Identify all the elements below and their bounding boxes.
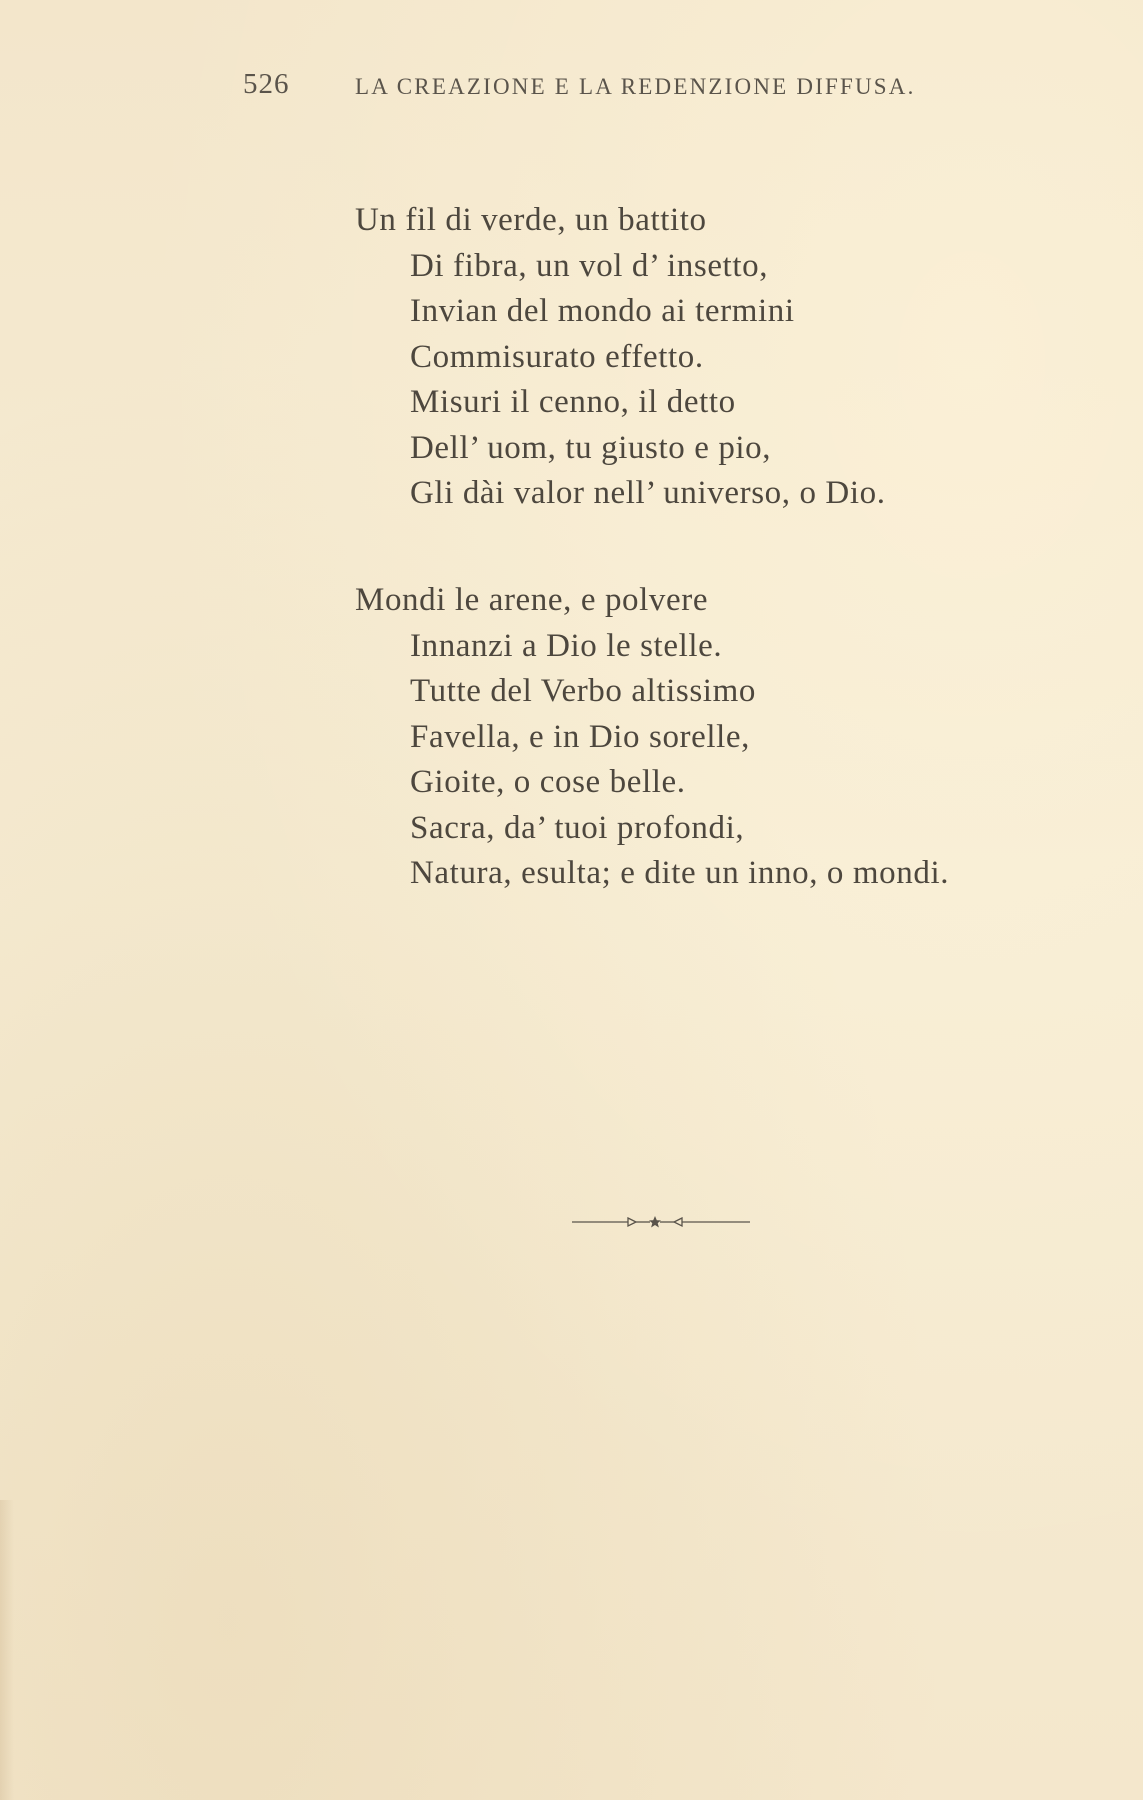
verse-line: Natura, esulta; e dite un inno, o mondi. bbox=[410, 855, 950, 891]
verse-line: Sacra, da’ tuoi profondi, bbox=[410, 809, 745, 846]
running-header bbox=[243, 68, 1003, 108]
running-title: LA CREAZIONE E LA REDENZIONE DIFFUSA. bbox=[355, 74, 916, 99]
page-number: 526 bbox=[243, 68, 290, 100]
verse-line: Mondi le arene, e polvere bbox=[355, 582, 709, 618]
page-edge-shadow bbox=[0, 1500, 14, 1800]
stanza-2 bbox=[355, 578, 1095, 897]
verse-line: Invian del mondo ai termini bbox=[410, 293, 795, 329]
verse-line: Commisurato effetto. bbox=[410, 338, 704, 375]
verse-line: Innanzi a Dio le stelle. bbox=[410, 627, 723, 664]
stanza-1 bbox=[355, 198, 1095, 517]
verse-line: Misuri il cenno, il detto bbox=[410, 384, 736, 420]
verse-line: Dell’ uom, tu giusto e pio, bbox=[410, 429, 772, 466]
verse-line: Un fil di verde, un battito bbox=[355, 202, 707, 238]
verse-line: Tutte del Verbo altissimo bbox=[410, 673, 756, 709]
verse-line: Favella, e in Dio sorelle, bbox=[410, 718, 751, 755]
verse-line: Di fibra, un vol d’ insetto, bbox=[410, 247, 769, 284]
end-ornament-icon bbox=[570, 1214, 752, 1230]
verse-line: Gioite, o cose belle. bbox=[410, 764, 686, 800]
verse-line: Gli dài valor nell’ universo, o Dio. bbox=[410, 475, 886, 511]
